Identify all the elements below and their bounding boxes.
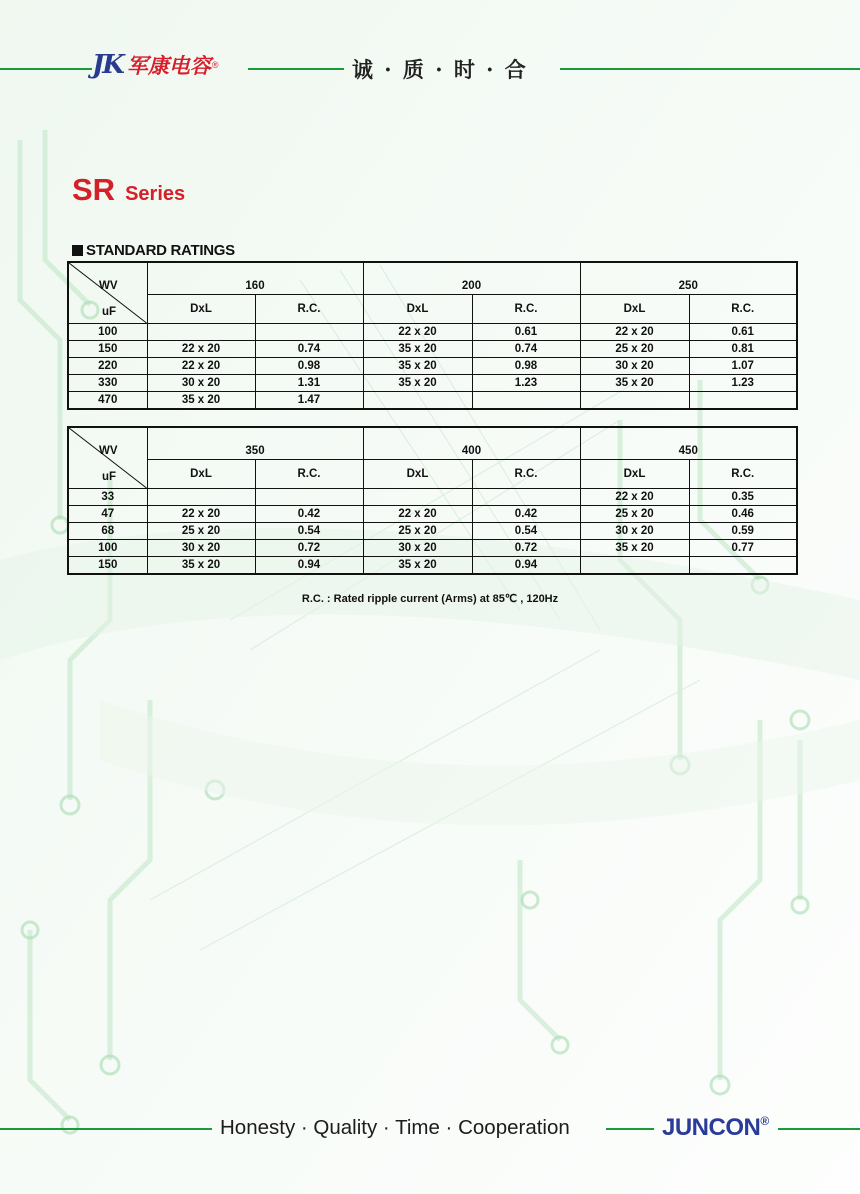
ripple-current-cell: 0.61 — [689, 324, 797, 341]
wv-label: WV — [99, 445, 118, 457]
ripple-current-cell: 0.98 — [255, 358, 363, 375]
voltage-header: 400 — [363, 427, 580, 460]
ripple-current-cell — [255, 489, 363, 506]
ripple-current-cell: 1.23 — [472, 375, 580, 392]
uf-label: uF — [102, 306, 117, 318]
size-cell: 25 x 20 — [147, 523, 255, 540]
ripple-current-cell: 0.81 — [689, 341, 797, 358]
capacitance-cell: 100 — [68, 540, 147, 557]
rc-header: R.C. — [472, 460, 580, 489]
ripple-current-cell: 0.77 — [689, 540, 797, 557]
ripple-current-cell: 0.54 — [255, 523, 363, 540]
table-row — [68, 358, 797, 375]
header-motto: 诚 · 质 · 时 · 合 — [352, 57, 528, 82]
size-cell: 30 x 20 — [580, 523, 689, 540]
footer-rule-left — [0, 1128, 212, 1130]
capacitance-cell: 150 — [68, 557, 147, 575]
series-title — [72, 172, 185, 208]
voltage-header: 160 — [147, 262, 363, 295]
footer-rule-mid — [606, 1128, 654, 1130]
rc-header: R.C. — [472, 295, 580, 324]
ripple-current-cell: 0.61 — [472, 324, 580, 341]
series-name: SR — [72, 172, 116, 207]
ripple-current-cell: 0.72 — [472, 540, 580, 557]
voltage-header: 350 — [147, 427, 363, 460]
ratings-table-1 — [67, 261, 798, 410]
size-cell: 35 x 20 — [363, 557, 472, 575]
ripple-current-cell: 1.47 — [255, 392, 363, 410]
logo-registered-mark: ® — [211, 60, 219, 70]
size-cell: 35 x 20 — [147, 392, 255, 410]
ripple-current-cell: 1.07 — [689, 358, 797, 375]
capacitance-cell: 150 — [68, 341, 147, 358]
logo-chinese-name: 军康电容 — [126, 53, 211, 78]
voltage-header: 200 — [363, 262, 580, 295]
rc-header: R.C. — [255, 295, 363, 324]
table-row — [68, 392, 797, 410]
header-rule-left — [0, 68, 92, 70]
header-rule-mid — [248, 68, 344, 70]
section-title — [72, 242, 235, 259]
size-cell: 35 x 20 — [580, 540, 689, 557]
ripple-current-cell: 0.74 — [472, 341, 580, 358]
table-row — [68, 375, 797, 392]
bullet-square-icon — [72, 245, 83, 256]
voltage-header: 250 — [580, 262, 797, 295]
footer-rule-right — [778, 1128, 860, 1130]
dxl-header: DxL — [363, 460, 472, 489]
ripple-current-cell: 0.98 — [472, 358, 580, 375]
ripple-current-cell: 0.42 — [255, 506, 363, 523]
brand-name: JUNCON — [662, 1114, 761, 1141]
ratings-table — [67, 426, 798, 575]
dxl-header: DxL — [147, 460, 255, 489]
size-cell: 35 x 20 — [580, 375, 689, 392]
size-cell — [580, 557, 689, 575]
ripple-current-cell: 0.35 — [689, 489, 797, 506]
table-row — [68, 341, 797, 358]
ripple-current-cell: 1.23 — [689, 375, 797, 392]
size-cell: 30 x 20 — [147, 540, 255, 557]
size-cell: 25 x 20 — [580, 341, 689, 358]
size-cell: 22 x 20 — [363, 506, 472, 523]
ripple-current-cell: 0.42 — [472, 506, 580, 523]
size-cell: 35 x 20 — [363, 375, 472, 392]
size-cell — [147, 324, 255, 341]
dxl-header: DxL — [147, 295, 255, 324]
size-cell: 25 x 20 — [580, 506, 689, 523]
size-cell — [363, 489, 472, 506]
ripple-current-cell: 0.72 — [255, 540, 363, 557]
table-row — [68, 489, 797, 506]
size-cell: 22 x 20 — [580, 324, 689, 341]
size-cell — [363, 392, 472, 410]
table-row — [68, 540, 797, 557]
voltage-header: 450 — [580, 427, 797, 460]
size-cell: 22 x 20 — [147, 358, 255, 375]
size-cell: 35 x 20 — [363, 358, 472, 375]
size-cell: 22 x 20 — [147, 506, 255, 523]
size-cell: 22 x 20 — [147, 341, 255, 358]
ripple-current-cell — [689, 557, 797, 575]
ripple-current-cell — [472, 489, 580, 506]
dxl-header: DxL — [580, 295, 689, 324]
ripple-current-cell — [689, 392, 797, 410]
ripple-current-cell: 1.31 — [255, 375, 363, 392]
ripple-current-cell — [255, 324, 363, 341]
ripple-current-cell: 0.94 — [472, 557, 580, 575]
ratings-table-2 — [67, 426, 798, 575]
table-row — [68, 557, 797, 575]
brand-logo — [662, 1114, 769, 1142]
header-corner — [68, 262, 147, 324]
capacitance-cell: 330 — [68, 375, 147, 392]
ripple-current-cell: 0.46 — [689, 506, 797, 523]
capacitance-cell: 33 — [68, 489, 147, 506]
ripple-current-cell — [472, 392, 580, 410]
logo-mark: JK — [92, 50, 123, 80]
rc-header: R.C. — [689, 295, 797, 324]
ripple-current-note: R.C. : Rated ripple current (Arms) at 85℃ , 120Hz — [301, 593, 559, 605]
capacitance-cell: 470 — [68, 392, 147, 410]
size-cell: 22 x 20 — [580, 489, 689, 506]
capacitance-cell: 220 — [68, 358, 147, 375]
wv-label: WV — [99, 280, 118, 292]
size-cell: 30 x 20 — [580, 358, 689, 375]
dxl-header: DxL — [580, 460, 689, 489]
ratings-table — [67, 261, 798, 410]
dxl-header: DxL — [363, 295, 472, 324]
ripple-current-cell: 0.94 — [255, 557, 363, 575]
header-corner — [68, 427, 147, 489]
table-row — [68, 523, 797, 540]
size-cell: 35 x 20 — [363, 341, 472, 358]
size-cell: 22 x 20 — [363, 324, 472, 341]
section-title-text: STANDARD RATINGS — [86, 242, 235, 259]
brand-registered-mark: ® — [760, 1114, 769, 1128]
rc-header: R.C. — [255, 460, 363, 489]
header-rule-right — [560, 68, 860, 70]
size-cell — [147, 489, 255, 506]
capacitance-cell: 47 — [68, 506, 147, 523]
table-row — [68, 506, 797, 523]
capacitance-cell: 68 — [68, 523, 147, 540]
ripple-current-cell: 0.74 — [255, 341, 363, 358]
capacitance-cell: 100 — [68, 324, 147, 341]
uf-label: uF — [102, 471, 117, 483]
size-cell: 30 x 20 — [147, 375, 255, 392]
footer-motto: Honesty · Quality · Time · Cooperation — [220, 1116, 570, 1139]
ripple-current-cell: 0.59 — [689, 523, 797, 540]
size-cell — [580, 392, 689, 410]
company-logo — [92, 50, 219, 80]
series-suffix: Series — [125, 183, 186, 205]
size-cell: 30 x 20 — [363, 540, 472, 557]
rc-header: R.C. — [689, 460, 797, 489]
size-cell: 25 x 20 — [363, 523, 472, 540]
table-row — [68, 324, 797, 341]
ripple-current-cell: 0.54 — [472, 523, 580, 540]
size-cell: 35 x 20 — [147, 557, 255, 575]
